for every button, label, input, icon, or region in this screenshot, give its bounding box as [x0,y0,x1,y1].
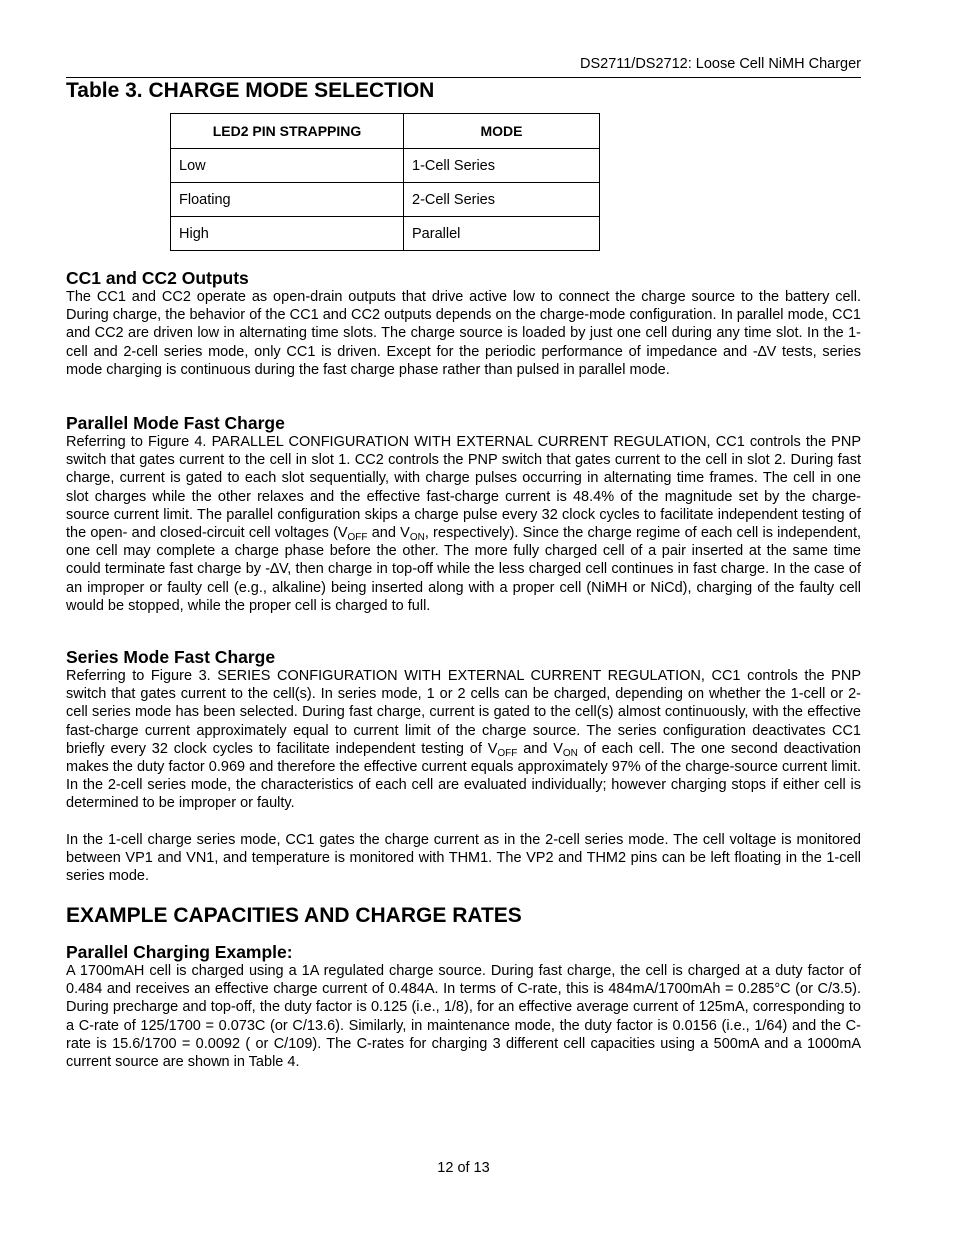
running-header: DS2711/DS2712: Loose Cell NiMH Charger [579,56,861,72]
section-heading: CC1 and CC2 Outputs [66,268,249,288]
paragraph: A 1700mAH cell is charged using a 1A regulated charge source. During fast charge, the cell is charged at a duty factor of 0.484 and receives an effective charge current of 0.484A. In terms of C-rate, this is 484mA/1700mAh = 0.285°C (or C/3.5). During precharge and top-off, the duty factor is 0.125 (i.e., 1/8), for an effective average current of 125mA, corresponding to a C-rate of 125/1700 = 0.073C (or C/13.6). Similarly, in maintenance mode, the duty factor is 0.0156 (i.e., 1/64) and the C-rate is 15.6/1700 = 0.0092 ( or C/109). The C-rates for charging 3 different cell capacities using a 500mA and a 1000mA current source are shown in Table 4. [66,963,861,1071]
paragraph: Referring to Figure 3. SERIES CONFIGURATION WITH EXTERNAL CURRENT REGULATION, CC1 controls the PNP switch that gates current to the cell(s). In series mode, 1 or 2 cells can be charged, depending on whether the 1-cell or 2-cell series mode has been selected. During fast charge, current is gated to the cell(s) almost continuously, with the effective fast-charge current approximately equal to current limit of the charge source. The series configuration deactivates CC1 briefly every 32 clock cycles to facilitate independent testing of $V_{OFF}$ and $V_{ON}$ of each cell. The one second deactivation makes the duty factor 0.969 and therefore the effective current equals approximately 97% of the charge-source current limit. In the 2-cell series mode, the characteristics of each cell are evaluated individually; however charging stops if either cell is determined to be improper or faulty. [66,668,861,812]
section-series-fast-charge [66,647,861,885]
table-cell: 2-Cell Series [404,183,600,217]
column-header: MODE [404,114,600,149]
table-cell: Floating [171,183,404,217]
paragraph: Referring to Figure 4. PARALLEL CONFIGURATION WITH EXTERNAL CURRENT REGULATION, CC1 controls the PNP switch that gates current to the cell in slot 1. CC2 controls the PNP switch that gates current to the cell in slot 2. During fast charge, current is gated to each slot sequentially, with charge pulses occurring in alternating time frames. The cell in one slot charges while the other relaxes and the effective fast-charge current is 48.4% of the magnitude set by the charge-source current limit. The parallel configuration skips a charge pulse every 32 clock cycles to facilitate independent testing of the open- and closed-circuit cell voltages ($V_{OFF}$ and $V_{ON}$, respectively). Since the charge regime of each cell is independent, one cell may complete a charge phase before the other. The more fully charged cell of a pair inserted at the same time could terminate fast charge by -∆V, then charge in top-off while the less charged cell continues in fast charge. In the case of an improper or faulty cell (e.g., alkaline) being inserted along with a proper cell (NiMH or NiCd), charging of the faulty cell would be stopped, while the proper cell is charged to full. [66,434,861,614]
table-row [171,149,600,183]
table-cell: High [171,217,404,251]
section-example-capacities [66,904,861,1071]
paragraph: In the 1-cell charge series mode, CC1 gates the charge current as in the 2-cell series mode. The cell voltage is monitored between VP1 and VN1, and temperature is monitored with THM1. The VP2 and THM2 pins can be left floating in the 1-cell series mode. [66,831,861,885]
section-heading: Parallel Charging Example: [66,942,293,962]
table-row [171,217,600,251]
column-header: LED2 PIN STRAPPING [171,114,404,149]
table-cell: Low [171,149,404,183]
section-heading: Parallel Mode Fast Charge [66,413,285,433]
section-cc-outputs [66,268,861,379]
page-number: 12 of 13 [437,1160,490,1176]
header-rule [66,77,861,78]
paragraph: The CC1 and CC2 operate as open-drain outputs that drive active low to connect the charge source to the battery cell. During charge, the behavior of the CC1 and CC2 outputs depends on the charge-mode configuration. In parallel mode, CC1 and CC2 are driven low in alternating time slots. The charge source is loaded by just one cell during any time slot. In the 1-cell and 2-cell series mode, only CC1 is driven. Except for the periodic performance of impedance and -∆V tests, series mode charging is continuous during the fast charge phase rather than pulsed in parallel mode. [66,289,861,378]
table-cell: Parallel [404,217,600,251]
section-title: EXAMPLE CAPACITIES AND CHARGE RATES [66,904,522,927]
charge-mode-table [170,113,600,251]
table-header-row [171,114,600,149]
section-heading: Series Mode Fast Charge [66,647,276,667]
section-parallel-fast-charge [66,413,861,615]
table-cell: 1-Cell Series [404,149,600,183]
table-row [171,183,600,217]
table-title: Table 3. CHARGE MODE SELECTION [66,79,435,102]
